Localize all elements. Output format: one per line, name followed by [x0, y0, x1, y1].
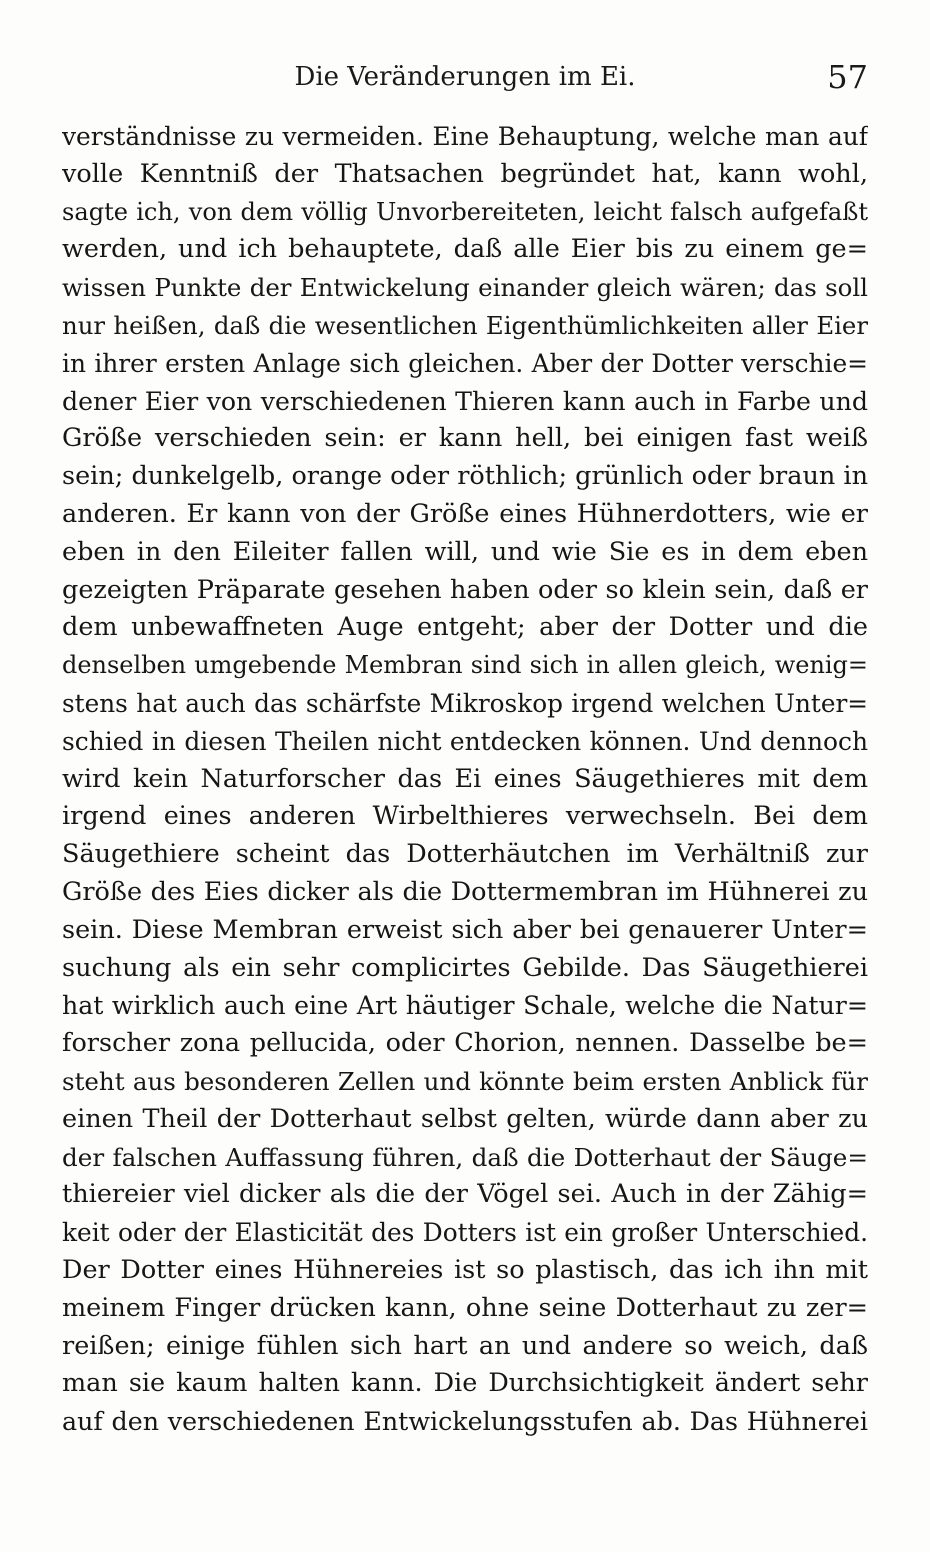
text-line: sein. Diese Membran erweist sich aber bei genauerer Unter= [62, 914, 868, 945]
text-line: einen Theil der Dotterhaut selbst gelten, würde dann aber zu [62, 1103, 868, 1134]
text-line: dener Eier von verschiedenen Thieren kann auch in Farbe und [62, 386, 868, 416]
running-title: Die Veränderungen im Ei. [294, 62, 636, 92]
text-line: denselben umgebende Membran sind sich in allen gleich, wenig= [62, 651, 868, 680]
text-line: reißen; einige fühlen sich hart an und andere so weich, daß [62, 1330, 868, 1361]
text-line: thiereier viel dicker als die der Vögel sei. Auch in der Zähig= [62, 1179, 868, 1210]
text-line: der falschen Auffassung führen, daß die Dotterhaut der Säuge= [62, 1142, 868, 1172]
text-line: werden, und ich behauptete, daß alle Eier bis zu einem ge= [62, 234, 868, 265]
text-line: eben in den Eileiter fallen will, und wie Sie es in dem eben [62, 536, 868, 567]
text-line: irgend eines anderen Wirbelthieres verwechseln. Bei dem [62, 801, 868, 832]
text-line: keit oder der Elasticität des Dotters ist ein großer Unterschied. [62, 1218, 868, 1248]
text-line: hat wirklich auch eine Art häutiger Schale, welche die Natur= [62, 991, 868, 1021]
page-header [62, 58, 868, 102]
text-line: Größe verschieden sein: er kann hell, bei einigen fast weiß [62, 423, 868, 454]
text-line: auf den verschiedenen Entwickelungsstufen ab. Das Hühnerei [62, 1406, 868, 1437]
text-line: volle Kenntniß der Thatsachen begründet hat, kann wohl, [62, 158, 868, 189]
text-line: Säugethiere scheint das Dotterhäutchen im Verhältniß zur [62, 839, 868, 870]
text-line: anderen. Er kann von der Größe eines Hühnerdotters, wie er [62, 498, 868, 529]
text-line: Größe des Eies dicker als die Dottermembran im Hühnerei zu [62, 876, 868, 907]
text-line: sagte ich, von dem völlig Unvorbereiteten, leicht falsch aufgefaßt [62, 197, 868, 226]
text-line: sein; dunkelgelb, orange oder röthlich; grünlich oder braun in [62, 461, 868, 492]
text-line: wissen Punkte der Entwickelung einander gleich wären; das soll [62, 273, 868, 303]
page-number: 57 [827, 58, 868, 96]
text-line: gezeigten Präparate gesehen haben oder so klein sein, daß er [62, 574, 868, 605]
text-line: in ihrer ersten Anlage sich gleichen. Aber der Dotter verschie= [62, 348, 868, 378]
text-line: wird kein Naturforscher das Ei eines Säugethieres mit dem [62, 763, 868, 794]
text-line: forscher zona pellucida, oder Chorion, nennen. Dasselbe be= [62, 1028, 868, 1059]
text-line: verständnisse zu vermeiden. Eine Behauptung, welche man auf [62, 122, 868, 151]
text-line: dem unbewaffneten Auge entgeht; aber der Dotter und die [62, 612, 868, 643]
text-line: meinem Finger drücken kann, ohne seine Dotterhaut zu zer= [62, 1292, 868, 1323]
text-line: Der Dotter eines Hühnereies ist so plastisch, das ich ihn mit [62, 1254, 868, 1285]
text-line: stens hat auch das schärfste Mikroskop irgend welchen Unter= [62, 688, 868, 718]
text-line: schied in diesen Theilen nicht entdecken können. Und dennoch [62, 726, 868, 756]
text-line: man sie kaum halten kann. Die Durchsichtigkeit ändert sehr [62, 1368, 868, 1399]
text-line: steht aus besonderen Zellen und könnte beim ersten Anblick für [62, 1066, 868, 1096]
text-line: nur heißen, daß die wesentlichen Eigenthümlichkeiten aller Eier [62, 310, 868, 340]
body-text [62, 118, 868, 1441]
text-line: suchung als ein sehr complicirtes Gebilde. Das Säugethierei [62, 952, 868, 983]
